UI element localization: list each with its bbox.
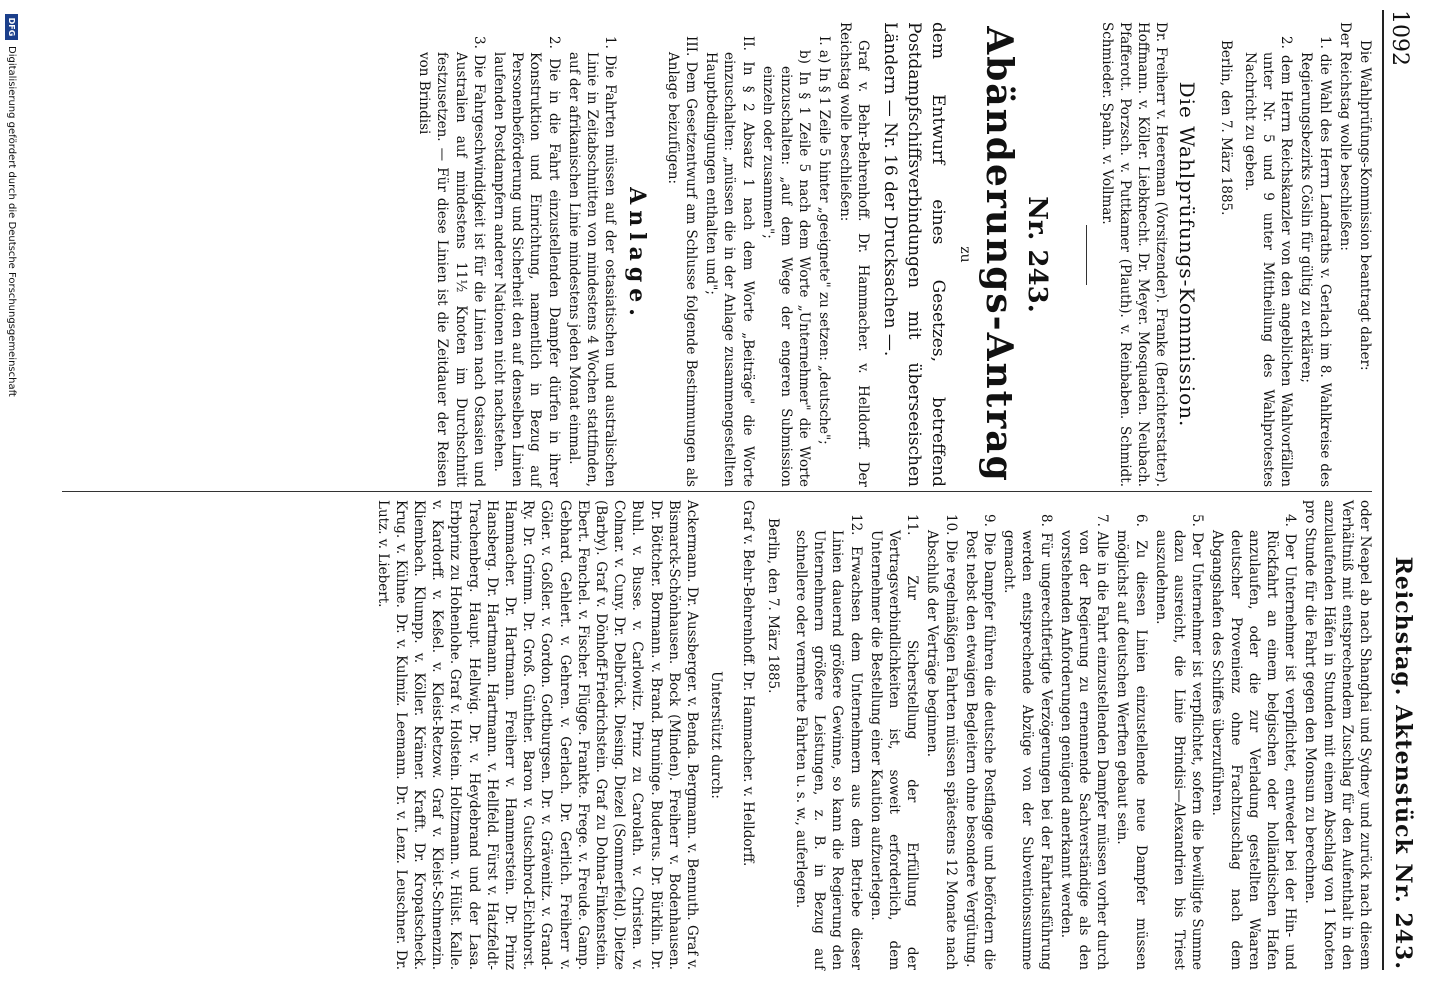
motion-heading: Abänderungs-Antrag xyxy=(978,26,1021,483)
page-header xyxy=(1382,0,1422,1000)
page-number: 1092 xyxy=(1387,10,1412,66)
supporters-list: Ackermann. Dr. Aussberger. v. Benda. Bergmann. v. Bennuth. Graf v. Bismarck-Schönhausen. Bock (Minden). Freiherr v. Bodenhausen. Dr. Böttcher. Bormann. v. Brand. Bruninge. Buderus. Dr. Bürklin. Dr. Buhl. v. Busse. v. Carlowitz. Prinz zu Carolath. v. Christen. v. Colmar. v. Cuny. Dr. Delbrück. Diesing. Diezel (Sommerfeld). Dietze (Barby). Graf v. Dönhoff-Friedrichstein. Graf zu Dohna-Finkenstein. Ebert. Fenchel. v. Fischer. Flügge. Frankte. Frege. v. Freude. Gamp. Gebhard. Gehlert. v. Gehren. v. Gerlach. Dr. Gerlich. Freiherr v. Göler. v. Goßler. v. Gordon. Gottburgsen. Dr. v. Grävenitz. v. Grand-Ry. Dr. Grimm. Dr. Groß. Günther. Baron v. Gutschbrod-Eichhorst. Hammacher. Dr. Hartmann. Freiherr v. Hammerstein. Dr. Prinz Hansberg. Dr. Hartmann. Hartmann. v. Hellfeld. Fürst v. Hatzfeldt-Trachenberg. Haupt. Hellwig. Dr. v. Heydebrand und der Lasa. Erbprinz zu Hohenlohe. Graf v. Holstein. Holtzmann. v. Hülst. Kalle. v. Kardorff. v. Keßel. v. Kleist-Retzow. Graf v. Kleist-Schmenzin. Kliembach. Klumpp. v. Köller. Krämer. Krafft. Dr. Kropatscheck. Krug. v. Kühne. Dr. v. Kulmiz. Leemann. Dr. v. Lenz. Leuschner. Dr. Lutz. v. Liebert. xyxy=(374,500,701,970)
annex-item: 1. Die Fahrten müssen auf der ostasiatischen und australischen Linie in Zeitabschnitten von mindestens 4 Wochen stattfinden, auf der afrikanischen Linie mindestens jeden Monat einmal. xyxy=(565,36,619,487)
date-place: Berlin, den 7. März 1885. xyxy=(1217,40,1234,216)
right-column xyxy=(371,500,1374,970)
annex-item: 4. Der Unternehmer ist verpflichtet, entweder bei der Hin- und Rückfahrt an einem belgischen oder holländischen Hafen anzulaufen, oder die zur Verladung gestellten Waaren deutscher Provenienz ohne Frachtzuschlag nach dem Abgangshafen des Schiffes überzuführen. xyxy=(1209,514,1299,970)
column-divider xyxy=(62,491,1372,492)
commission-members: Dr. Freiherr v. Heereman (Vorsitzender). Franke (Berichterstatter). Hoffmann. v. Köller. Liebknecht. Dr. Meyer. Mosquaden. Neubach. Pfafferott. Porzsch. v. Puttkamer (Plauth). v. Reinbaben. Schmidt. Schmieder. Spahn. v. Vollmar. xyxy=(1098,22,1170,487)
zu-connector: zu xyxy=(956,246,973,263)
digitization-footer xyxy=(0,0,20,1000)
page-title: Reichstag. Aktenstück Nr. 243. xyxy=(1390,556,1416,970)
commission-heading: Die Wahlprüfungs-Kommission. xyxy=(1175,81,1200,428)
amendment-item: III. Dem Gesetzentwurf am Schlusse folgende Bestimmungen als Anlage beizufügen: xyxy=(664,36,699,487)
annex-item: 7. Alle in die Fahrt einzustellenden Dampfer müssen vorher durch von der Regierung zu ernennende Sachverständige als den vorstehenden Anforderungen genügend anerkannt werden. xyxy=(1057,514,1111,970)
resolution-intro: Der Reichstag wolle beschließen: xyxy=(1336,22,1353,251)
left-column xyxy=(413,22,1374,487)
annex-item: 2. Die in die Fahrt einzustellenden Dampfer dürfen in ihrer Konstruktion und Einrichtung, namentlich in Bezug auf Personenbeförderung und Sicherheit den auf denselben Linien laufenden Postdampfern anderer Nationen nicht nachstehen. xyxy=(491,36,562,487)
annex-item: 9. Die Dampfer führen die deutsche Postflagge und befördern die Post nebst den etwaigen Begleitern ohne besondere Vergütung. xyxy=(962,514,997,970)
amendment-item: II. In § 2 Absatz 1 nach dem Worte „Beiträge" die Worte einzuschalten: „müssen die in der Anlage zusammengestellten Hauptbedingungen enthalten und"; xyxy=(703,36,756,487)
motion-intro: Graf v. Behr-Behrenhoff. Dr. Hammacher. v. Helldorff. Der Reichstag wolle beschließen: xyxy=(836,22,871,487)
resolution-item: 1. die Wahl des Herrn Landraths v. Gerlach im 8. Wahlkreise des Regierungsbezirks Cöslin für gültig zu erklären; xyxy=(1298,36,1333,487)
annex-item: 11. Zur Sicherstellung der Erfüllung der Vertragsverbindlichkeiten ist, soweit erforderlich, dem Unternehmer die Bestellung einer Kaution aufzuerlegen. xyxy=(867,514,921,970)
digitization-credit: Digitalisierung gefördert durch die Deutsche Forschungsgemeinschaft xyxy=(6,46,17,397)
annex-item: 5. Der Unternehmer ist verpflichtet, sofern die bewilligte Summe dazu ausreicht, die Linie Brindisi—Alexandrien bis Triest auszudehnen. xyxy=(1152,514,1206,970)
annex-item: 8. Für ungerechtfertigte Verzögerungen bei der Fahrtausführung werden entsprechende Abzüge von der Subventionssumme gemacht. xyxy=(1001,514,1054,970)
annex-item: 3. Die Fahrgeschwindigkeit ist für die Linien nach Ostasien und Australien auf mindestens 11½ Knoten im Durchschnitt festzusetzen. — Für diese Linien ist die Zeitdauer der Reisen von Brindisi xyxy=(416,36,487,487)
bill-title: dem Entwurf eines Gesetzes, betreffend Postdampfschiffsverbindungen mit überseeischen Ländern — Nr. 16 der Drucksachen —. xyxy=(879,22,948,487)
annex-item: 12. Erwachsen dem Unternehmern aus dem Betriebe dieser Linien dauernd größere Gewinne, so kann die Regierung den Unternehmern größere Leistungen, z. B. in Bezug auf schnellere oder vermehrte Fahrten u. s. w., auferlegen. xyxy=(792,514,864,970)
header-rule xyxy=(1382,10,1384,970)
amendment-item: I. a) In § 1 Zeile 5 hinter „geeignete" zu setzen: „deutsche"; xyxy=(816,36,833,445)
date-place: Berlin, den 7. März 1885. xyxy=(764,518,781,694)
document-number-heading: Nr. 243. xyxy=(1022,196,1053,313)
annex-item: 6. Zu diesen Linien einzustellende neue Dampfer müssen möglichst auf deutschen Werften gebaut sein. xyxy=(1114,514,1149,970)
resolution-item: 2. dem Herrn Reichskanzler von den angeblichen Wahlvorfällen unter Nr. 5 und 9 unter Mittheilung des Wahlprotestes Nachricht zu geben. xyxy=(1241,36,1295,487)
amendment-item: b) In § 1 Zeile 5 nach dem Worte „Unternehmer" die Worte einzuschalten: „auf dem Wege der engeren Submission einzeln oder zusammen"; xyxy=(759,50,813,487)
divider xyxy=(1086,225,1087,285)
dfg-logo: DFG xyxy=(5,14,18,40)
annex-heading: Anlage. xyxy=(623,187,650,322)
annex-continuation: oder Neapel ab nach Shanghai und Sydney und zurück nach diesem Verhältniß mit entsprechendem Zuschlag für den Aufenthalt in den anzulaufenden Häfen in Stunden mit einem Abschlag von 1 Knoten pro Stunde für die Fahrt gegen den Monsun zu berechnen. xyxy=(1302,500,1373,970)
signatories: Graf v. Behr-Behrenhoff. Dr. Hammacher. v. Helldorff. xyxy=(740,500,757,867)
supported-by-heading: Unterstützt durch: xyxy=(708,671,725,799)
annex-item: 10. Die regelmäßigen Fahrten müssen spätestens 12 Monate nach Abschluß der Verträge beginnen. xyxy=(924,514,959,970)
intro-text: Die Wahlprüfungs-Kommission beantragt daher: xyxy=(1357,40,1373,371)
